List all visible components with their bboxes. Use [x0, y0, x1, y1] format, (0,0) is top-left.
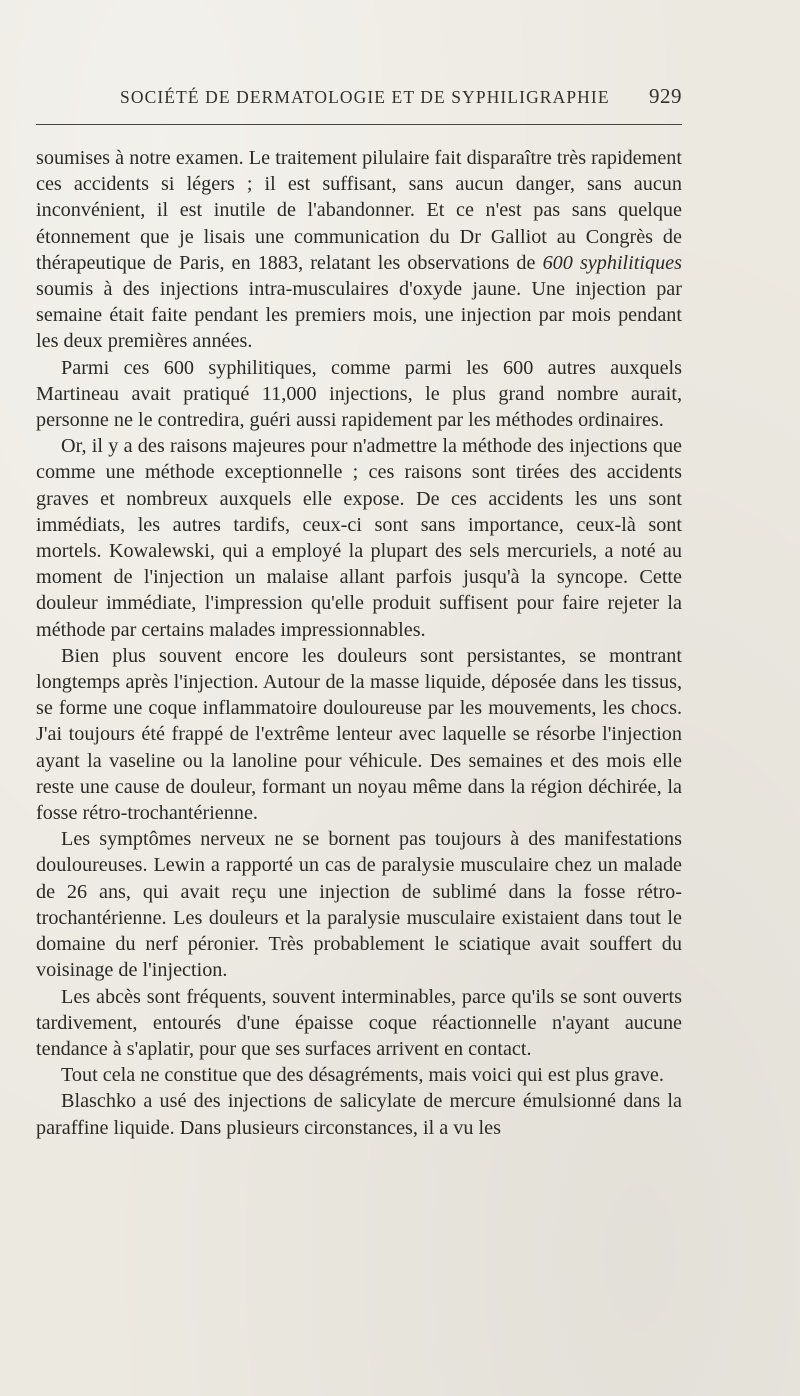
paragraph: [36, 433, 682, 643]
paragraph: [36, 643, 682, 826]
paragraph: [36, 1088, 682, 1140]
page-number: 929: [649, 84, 682, 108]
paragraph-text: soumis à des injections intra-musculaires d'oxyde jaune. Une injection par semaine était faite pendant les premiers mois, une injection par mois pendant les deux premières années.: [36, 278, 682, 353]
paragraph: [36, 1062, 682, 1088]
paragraph: [36, 355, 682, 434]
paragraph: [36, 145, 682, 355]
body-text: [36, 145, 682, 1141]
paragraph: [36, 984, 682, 1063]
paragraph: [36, 826, 682, 983]
running-title: SOCIÉTÉ DE DERMATOLOGIE ET DE SYPHILIGRAPHIE: [120, 87, 610, 107]
running-header: [36, 84, 682, 114]
italic-text: 600 syphilitiques: [542, 251, 682, 274]
paragraph-text: Parmi ces 600 syphilitiques, comme parmi les 600 autres auxquels Martineau avait pratiqué 11,000 injections, le plus grand nombre aurait, personne ne le contredira, guéri aussi rapidement par les méthodes ordinaires.: [36, 356, 682, 432]
paragraph-text: Les symptômes nerveux ne se bornent pas toujours à des manifestations douloureuses. Lewin a rapporté un cas de paralysie musculaire chez un malade de 26 ans, qui avait reçu une injection de sublimé dans la fosse rétro-trochantérienne. Les douleurs et la paralysie musculaire existaient dans tout le domaine du nerf péronier. Très probablement le sciatique avait souffert du voisinage de l'injection.: [36, 828, 682, 982]
paragraph-text: Les abcès sont fréquents, souvent interminables, parce qu'ils se sont ouverts tardivement, entourés d'une épaisse coque réactionnelle n'ayant aucune tendance à s'aplatir, pour que ses surfaces arrivent en contact.: [36, 985, 682, 1060]
paragraph-text: Bien plus souvent encore les douleurs sont persistantes, se montrant longtemps après l'injection. Autour de la masse liquide, déposée dans les tissus, se forme une coque inflammatoire douloureuse par les mouvements, les chocs. J'ai toujours été frappé de l'extrême lenteur avec laquelle se résorbe l'injection ayant la vaseline ou la lanoline pour véhicule. Des semaines et des mois elle reste une cause de douleur, formant un noyau même dans la région déchirée, la fosse rétro-trochantérienne.: [36, 644, 682, 825]
paragraph-text: Or, il y a des raisons majeures pour n'admettre la méthode des injections que comme une méthode exceptionnelle ; ces raisons sont tirées des accidents graves et nombreux auxquels elle expose. De ces accidents les uns sont immédiats, les autres tardifs, ceux-ci sont sans importance, ceux-là sont mortels. Kowalewski, qui a employé la plupart des sels mercuriels, a noté au moment de l'injection un malaise allant parfois jusqu'à la syncope. Cette douleur immédiate, l'impression qu'elle produit suffisent pour faire rejeter la méthode par certains malades impressionnables.: [36, 435, 682, 641]
paragraph-text: soumises à notre examen. Le traitement pilulaire fait disparaître très rapidement ces accidents si légers ; il est suffisant, sans aucun danger, sans aucun inconvénient, il est inutile de l'abandonner. Et ce n'est pas sans quelque étonnement que je lisais une communication du Dr Galliot au Congrès de thérapeutique de Paris, en 1883, relatant les observations de: [36, 147, 682, 274]
header-rule: [36, 124, 682, 125]
paragraph-text: Tout cela ne constitue que des désagréments, mais voici qui est plus grave.: [61, 1064, 664, 1087]
paragraph-text: Blaschko a usé des injections de salicylate de mercure émulsionné dans la paraffine liquide. Dans plusieurs circonstances, il a vu les: [36, 1090, 682, 1139]
book-page: [36, 84, 682, 1141]
